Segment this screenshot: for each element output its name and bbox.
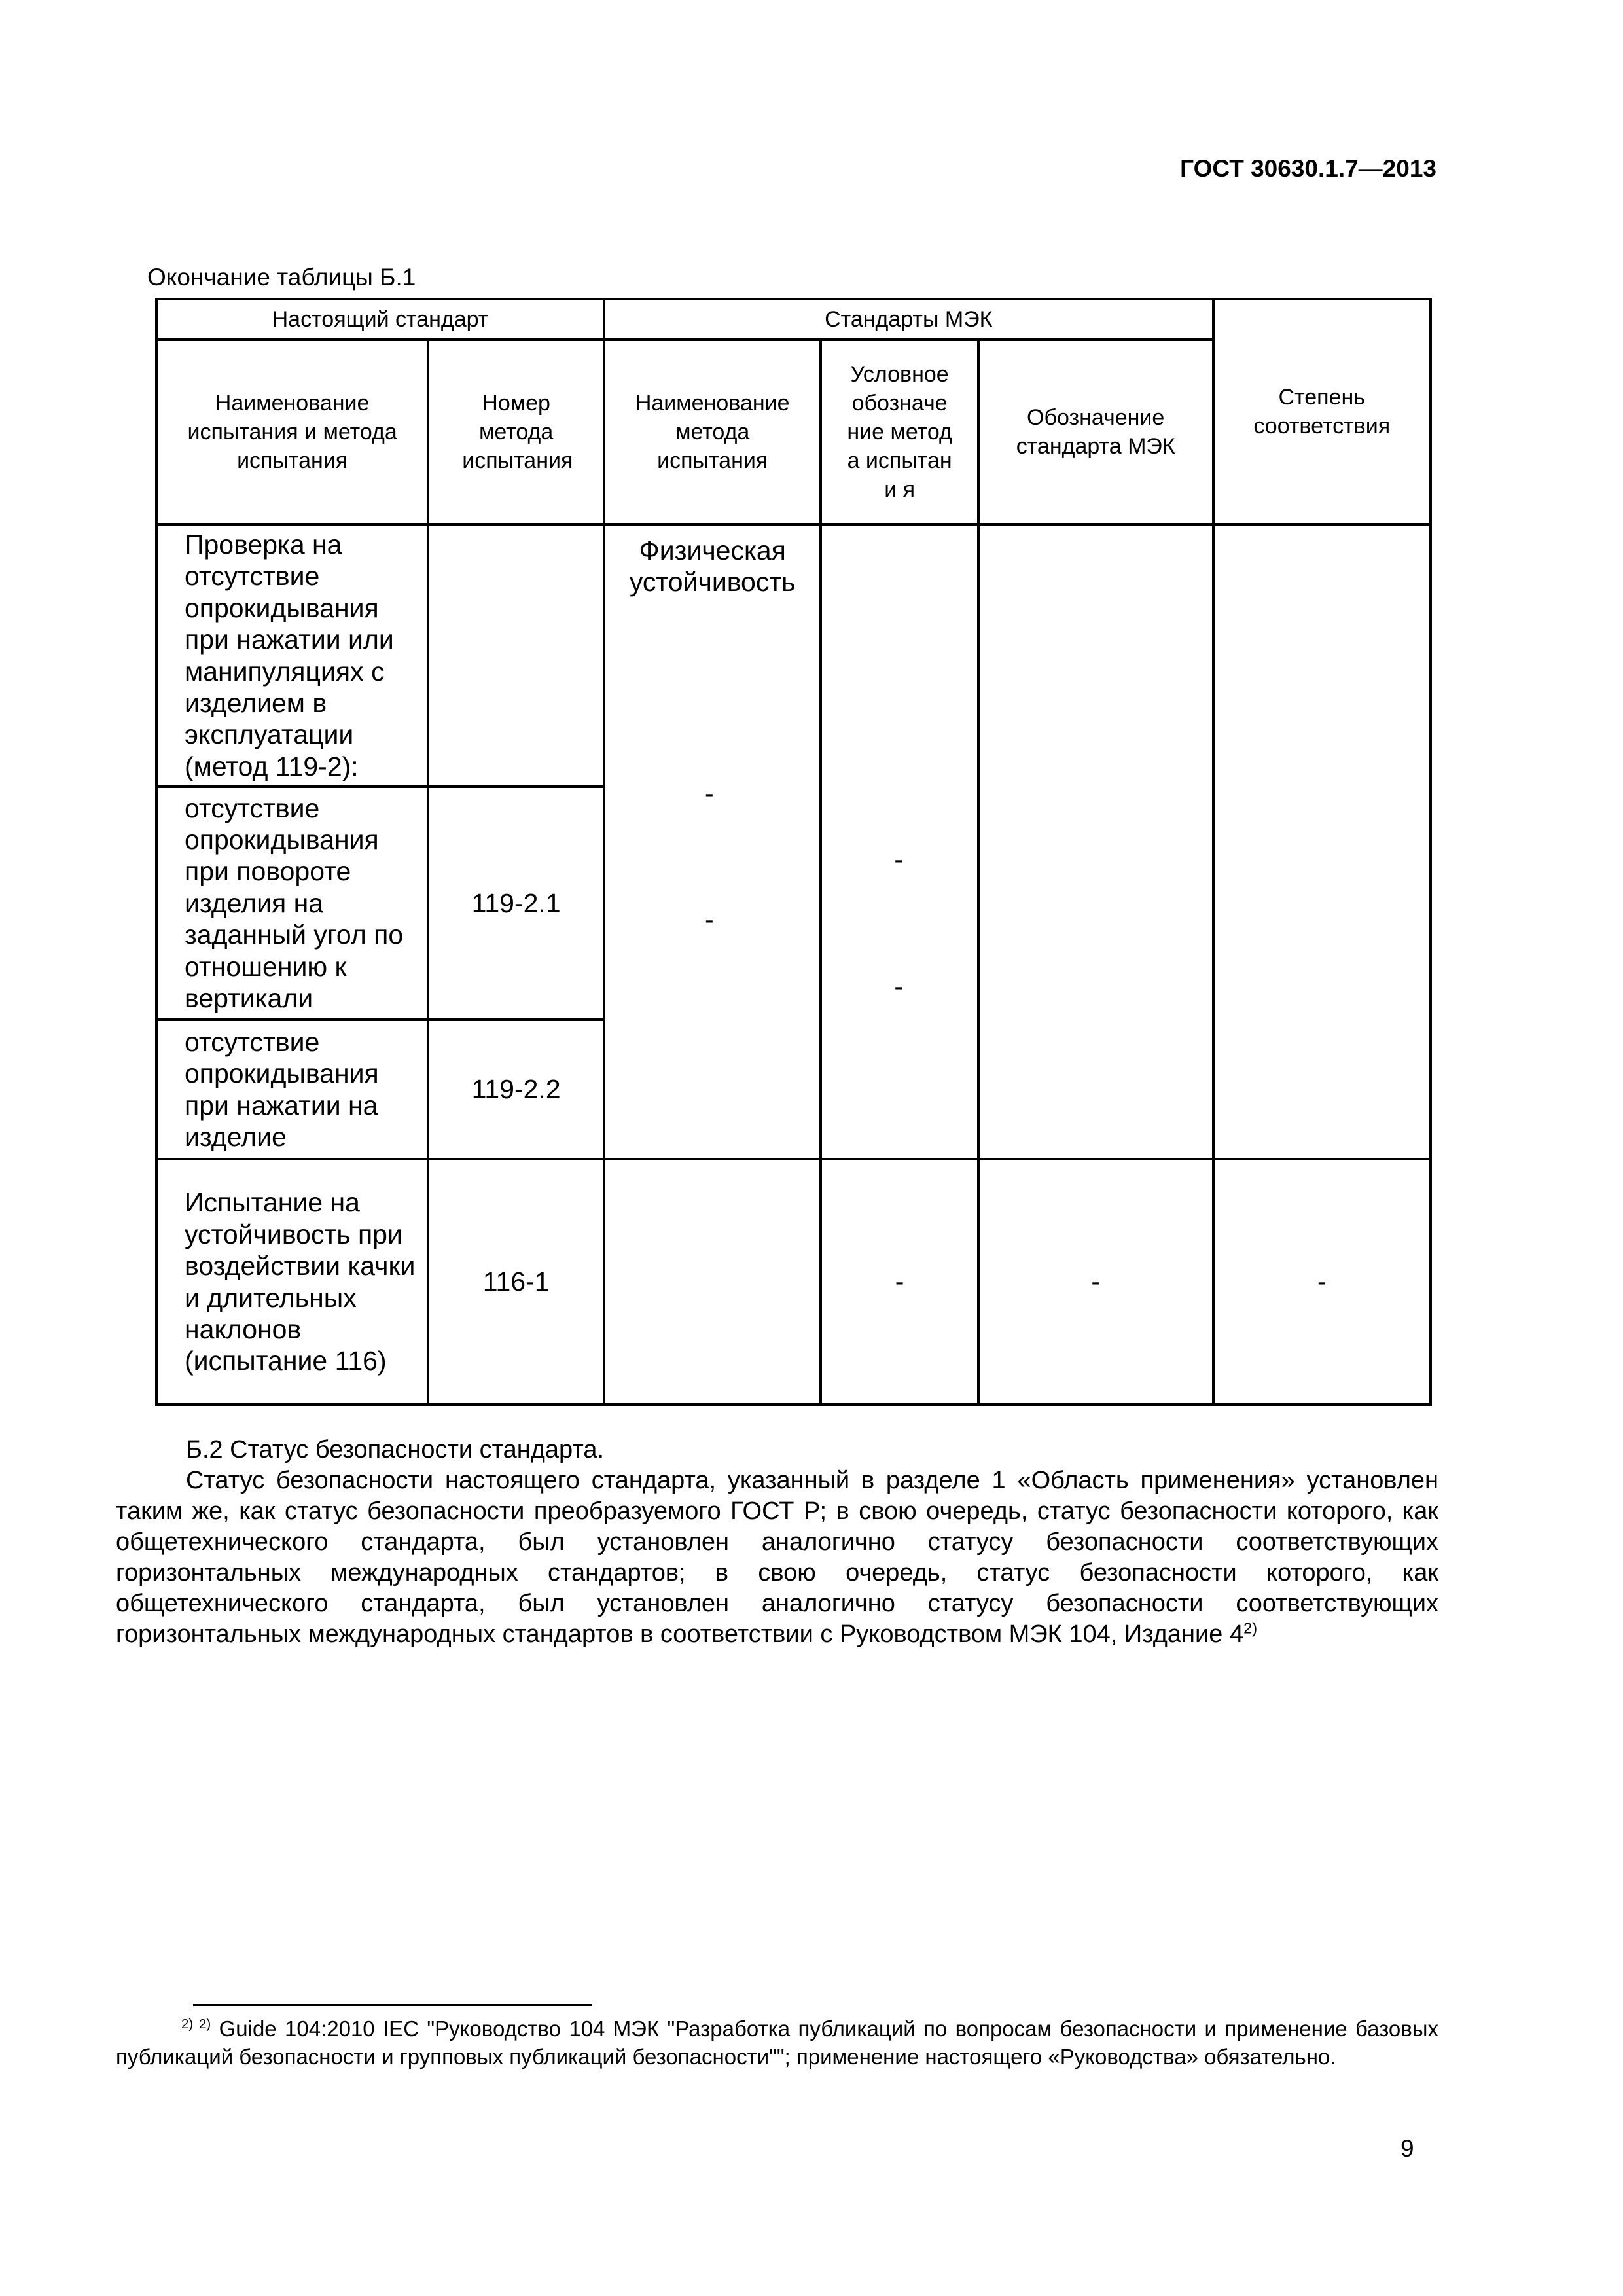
dash-mark: - [894, 971, 904, 1001]
dash-mark: - [705, 778, 714, 808]
table-row-name: Проверка на отсутствие опрокидывания при нажатии или манипуляциях с изделием в эксплуатации (метод 119-2): [156, 524, 428, 787]
group-header-current: Настоящий стандарт [156, 299, 604, 340]
merged-iec-standard [978, 524, 1213, 1159]
last-row-iec-code: - [821, 1159, 978, 1405]
dash-mark: - [894, 844, 904, 874]
col-header-iec-standard: Обозначение стандарта МЭК [978, 340, 1213, 524]
page-number: 9 [1400, 2135, 1414, 2162]
footnote-text: Guide 104:2010 IEC "Руководство 104 МЭК "Разработка публикаций по вопросам безопасности и применение базовых публикаций безопасности и групповых публикаций безопасности""; применение настоящего «Руководства» обязательно. [116, 2017, 1438, 2069]
table-row-name: Испытание на устойчивость при воздействии качки и длительных наклонов (испытание 116) [156, 1159, 428, 1405]
table-row-number: 116-1 [428, 1159, 604, 1405]
iec-method-name-text: Физическая устойчивость [629, 535, 796, 598]
col-header-conformity: Степень соответствия [1213, 299, 1431, 524]
col-header-test-name: Наименование испытания и метода испытания [156, 340, 428, 524]
merged-iec-method-name [604, 524, 821, 1159]
table-row-number: 119-2.2 [428, 1020, 604, 1159]
footnote-ref: 2) [1243, 1619, 1258, 1637]
section-b2-paragraph [116, 1465, 1438, 1650]
col-header-iec-code: Условное обозначе ние метода испытани я [821, 340, 978, 524]
last-row-conformity: - [1213, 1159, 1431, 1405]
table-row-number: 119-2.1 [428, 787, 604, 1020]
table-row-number [428, 524, 604, 787]
dash-mark: - [705, 905, 714, 935]
last-row-iec-standard: - [978, 1159, 1213, 1405]
section-b2-text: Статус безопасности настоящего стандарта, указанный в разделе 1 «Область применения» установлен таким же, как статус безопасности преобразуемого ГОСТ Р; в свою очередь, статус безопасности которого, как общетехнического стандарта, был установлен аналогично статусу безопасности соответствующих горизонтальных международных стандартов; в свою очередь, статус безопасности которого, как общетехнического стандарта, был установлен аналогично статусу безопасности соответствующих горизонтальных международных стандартов в соответствии с Руководством МЭК 104, Издание 4 [116, 1467, 1438, 1648]
table-caption: Окончание таблицы Б.1 [147, 264, 416, 291]
merged-iec-code [821, 524, 978, 1159]
table-row-name: отсутствие опрокидывания при повороте изделия на заданный угол по отношению к вертикали [156, 787, 428, 1020]
footnote-marks: 2) 2) [181, 2017, 211, 2032]
last-row-iec-method-name [604, 1159, 821, 1405]
comparison-table [155, 298, 1432, 1406]
footnote-divider [193, 2004, 592, 2006]
group-header-iec: Стандарты МЭК [604, 299, 1213, 340]
col-header-iec-method-name: Наименование метода испытания [604, 340, 821, 524]
merged-conformity [1213, 524, 1431, 1159]
document-code: ГОСТ 30630.1.7—2013 [1180, 155, 1436, 182]
col-header-method-no: Номер метода испытания [428, 340, 604, 524]
section-b2-title: Б.2 Статус безопасности стандарта. [186, 1436, 605, 1463]
table-row-name: отсутствие опрокидывания при нажатии на изделие [156, 1020, 428, 1159]
footnote [116, 2015, 1438, 2071]
